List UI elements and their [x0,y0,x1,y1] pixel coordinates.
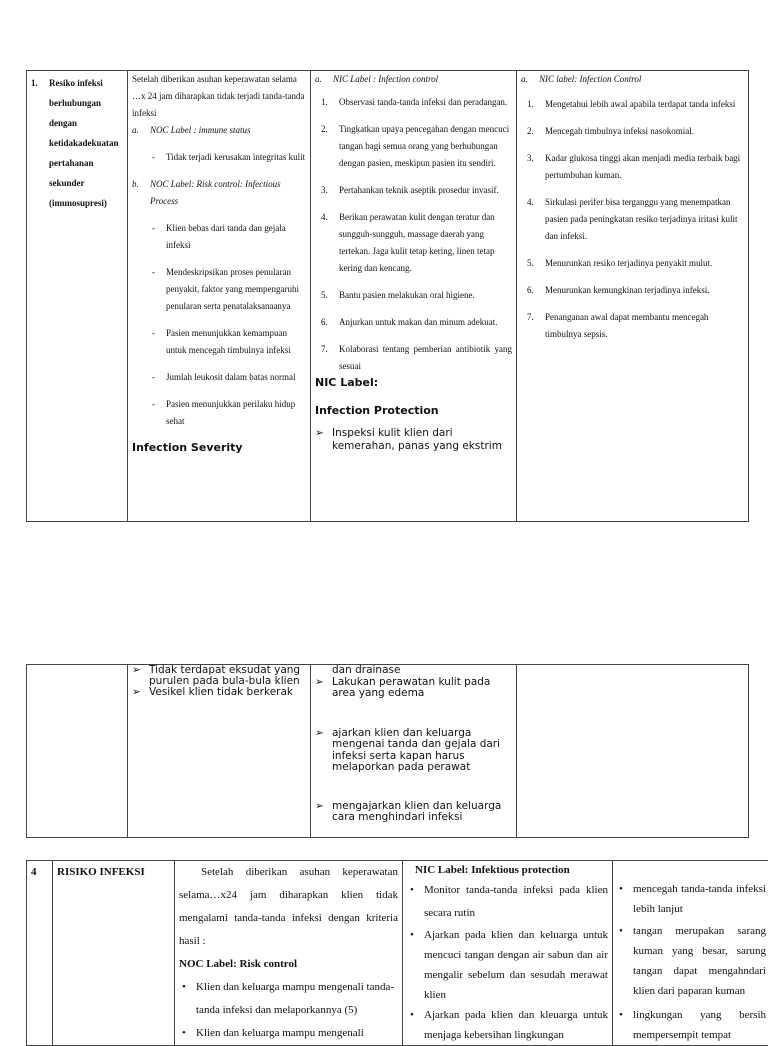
nic-continued-list [315,677,512,824]
rationale-list [617,879,766,1045]
list-item: - Pasien menunjukkan kemampuan untuk mencegah timbulnya infeksi [148,325,306,359]
noc-heading: NOC Label: Risk control [179,953,398,976]
bullet-icon: • [619,1005,623,1025]
noc-intro: Setelah diberikan asuhan keperawatan selama …x 24 jam diharapkan tidak terjadi tanda-tanda infeksi [132,71,306,122]
bullet-icon: • [619,879,623,899]
diagnosis-number: 4 [27,861,53,1046]
empty-cell [27,665,128,838]
arrow-icon: ➢ [315,427,324,440]
list-item: 3. Kadar glukosa tinggi akan menjadi media terbaik bagi pertumbuhan kuman. [525,150,744,184]
noc-list [179,976,398,1045]
noc-cell [175,861,403,1046]
noc-a-heading: a. NOC Label : immune status [132,122,306,139]
list-item: 1. Mengetahui lebih awal apabila terdapat tanda infeksi [525,96,744,113]
arrow-icon: ➢ [315,728,324,740]
rationale-cell [613,861,768,1046]
bullet-icon: • [182,976,186,999]
arrow-icon: ➢ [132,665,141,676]
bullet-icon: • [410,1005,414,1025]
list-item: ➢ Tidak terdapat eksudat yang purulen pada bula-bula klien [132,665,306,687]
nic-continued-cell [311,665,517,838]
list-item: • mencegah tanda-tanda infeksi lebih lanjut [617,879,766,919]
list-item: - Mendeskripsikan proses penularan penyakit, faktor yang mempengaruhi penularan serta penatalaksanaanya [148,264,306,315]
nic-continued-text: dan drainase [315,665,512,677]
list-item: • Monitor tanda-tanda infeksi pada klien secara rutin [407,879,608,925]
nic-cell [311,71,517,522]
list-item: - Tidak terjadi kerusakan integritas kulit [148,149,306,166]
list-item: • lingkungan yang bersih mempersempit tempat [617,1005,766,1045]
empty-cell [517,665,749,838]
diagnosis-title: Resiko infeksi berhubungan dengan ketidakadekuatan pertahanan sekunder (imunosupresi) [49,78,119,208]
bullet-icon: • [182,1022,186,1045]
list-item: ➢ Inspeksi kulit klien dari kemerahan, panas yang ekstrim [315,427,512,453]
list-item: ➢ Lakukan perawatan kulit pada area yang edema [315,677,512,700]
list-item: ➢ Vesikel klien tidak berkerak [132,687,306,698]
list-item: - Pasien menunjukkan perilaku hidup sehat [148,396,306,430]
noc-b-heading: b. NOC Label: Risk control: Infectious Process [132,176,306,210]
noc-continued-cell [128,665,311,838]
bullet-icon: • [619,921,623,941]
list-item: 7. Penanganan awal dapat membantu mencegah timbulnya sepsis. [525,309,744,343]
list-item: 2. Mencegah timbulnya infeksi nasokomial. [525,123,744,140]
care-plan-table-1 [26,70,749,522]
nic-list [407,879,608,1045]
nic-heading: NIC Label: Infektious protection [407,861,608,879]
list-item: 5. Bantu pasien melakukan oral higiene. [319,287,512,304]
arrow-icon: ➢ [132,687,141,698]
list-item: 1. Observasi tanda-tanda infeksi dan peradangan. [319,94,512,111]
nic-heading: a. NIC Label : Infection control [315,71,512,88]
list-item: • Klien dan keluarga mampu mengenali [179,1022,398,1045]
list-item: 7. Kolaborasi tentang pemberian antibiotik yang sesuai [319,341,512,375]
list-item: ➢ ajarkan klien dan keluarga mengenai tanda dan gejala dari infeksi serta kapan harus melaporkan pada perawat [315,728,512,774]
noc-b-list [148,220,306,430]
list-item: 6. Menurunkan kemungkinan terjadinya infeksi. [525,282,744,299]
nic-list [319,94,512,375]
list-item: ➢ mengajarkan klien dan keluarga cara menghindari infeksi [315,801,512,824]
nic2-title: Infection Protection [315,403,512,419]
diagnosis-cell [27,71,128,522]
bullet-icon: • [410,925,414,945]
list-item: 6. Anjurkan untuk makan dan minum adekuat. [319,314,512,331]
list-item: 4. Sirkulasi perifer bisa terganggu yang menempatkan pasien pada peningkatan resiko terjadinya iritasi kulit dan infeksi. [525,194,744,245]
bullet-icon: • [410,879,414,902]
list-item: • Klien dan keluarga mampu mengenali tanda-tanda infeksi dan melaporkannya (5) [179,976,398,1022]
list-item: 5. Menurunkan resiko terjadinya penyakit mulut. [525,255,744,272]
noc-intro: Setelah diberikan asuhan keperawatan selama…x24 jam diharapkan klien tidak mengalami tanda-tanda infeksi dengan kriteria hasil : [179,861,398,953]
diagnosis-title: RISIKO INFEKSI [53,861,175,1046]
rationale-heading: a. NIC label: Infection Control [521,71,744,88]
nic2-list [315,427,512,453]
care-plan-table-2 [26,664,749,838]
list-item: - Jumlah leukosit dalam batas normal [148,369,306,386]
noc-continued-list [132,665,306,698]
list-item: • Ajarkan pada klien dan kleuarga untuk menjaga kebersihan lingkungan [407,1005,608,1045]
rationale-cell [517,71,749,522]
list-item: 2. Tingkatkan upaya pencegahan dengan mencuci tangan bagi semua orang yang berhubungan dengan pasien, meskipun pasien itu sendiri. [319,121,512,172]
list-item: • Ajarkan pada klien dan keluarga untuk mencuci tangan dengan air sabun dan air mengalir sebelum dan sesudah merawat klien [407,925,608,1005]
nic-cell [403,861,613,1046]
noc-cell [128,71,311,522]
nic2-label: NIC Label: [315,375,512,391]
arrow-icon: ➢ [315,677,324,689]
rationale-list [525,96,744,343]
diagnosis-number: 1. [31,73,38,93]
care-plan-table-3 [26,860,768,1046]
list-item: - Klien bebas dari tanda dan gejala infeksi [148,220,306,254]
list-item: • tangan merupakan sarang kuman yang besar, sarung tangan dapat mengahndari klien dari paparan kuman [617,921,766,1001]
arrow-icon: ➢ [315,801,324,813]
noc-a-list [148,149,306,166]
list-item: 3. Pertahankan teknik aseptik prosedur invasif. [319,182,512,199]
infection-severity-label: Infection Severity [132,440,306,456]
list-item: 4. Berikan perawatan kulit dengan teratur dan sungguh-sungguh, massage daerah yang tertekan. Jaga kulit tetap kering, linen tetap kering dan kencang. [319,209,512,277]
